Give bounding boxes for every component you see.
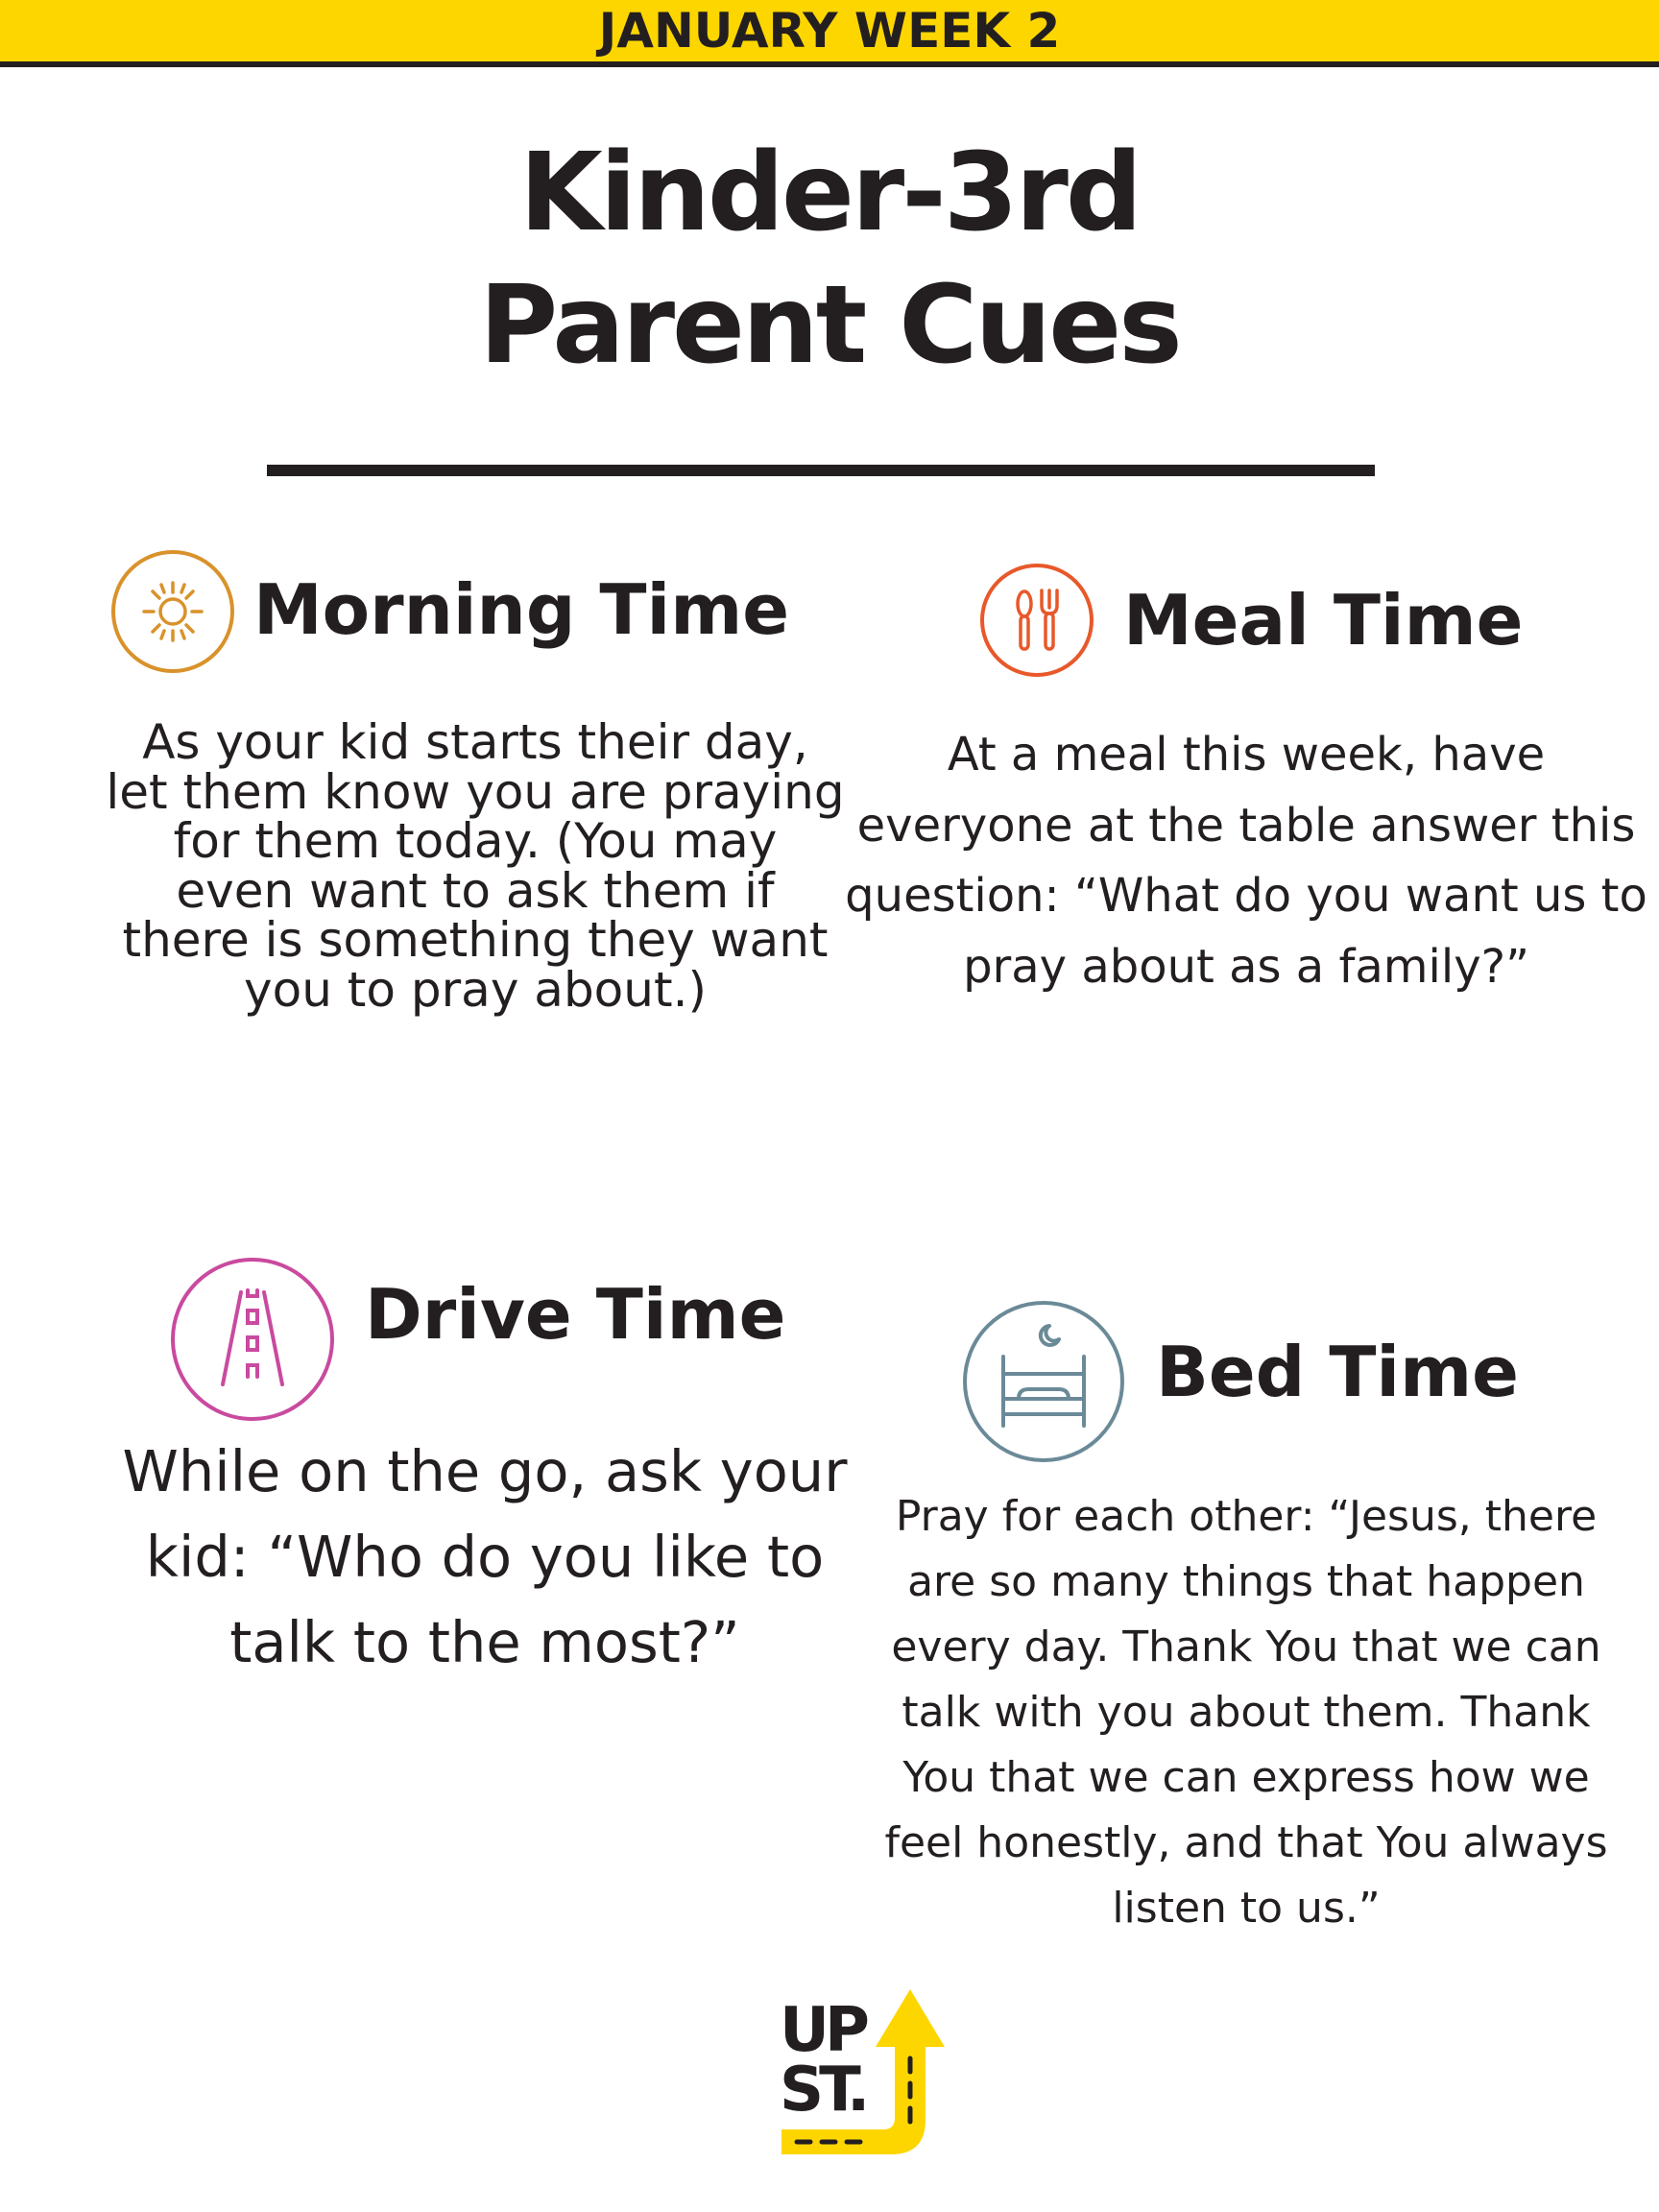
road-icon [169, 1256, 336, 1423]
drive-line: While on the go, ask your [122, 1438, 848, 1504]
morning-line: let them know you are praying [106, 763, 845, 820]
upstreet-logo [776, 1985, 956, 2158]
morning-line: there is something they want [122, 912, 829, 968]
bed-heading: Bed Time [1156, 1332, 1519, 1412]
morning-line: even want to ask them if [176, 862, 775, 919]
bed-line: every day. Thank You that we can [891, 1623, 1601, 1671]
meal-line: everyone at the table answer this [856, 798, 1636, 853]
morning-body [106, 714, 845, 1018]
week-label: JANUARY WEEK 2 [598, 3, 1061, 59]
title-divider [267, 465, 1375, 476]
bed-body [843, 1484, 1649, 1941]
bed-line: are so many things that happen [907, 1557, 1585, 1606]
drive-line: kid: “Who do you like to [145, 1524, 825, 1590]
morning-line: As your kid starts their day, [142, 714, 808, 770]
bed-line: feel honestly, and that You always [884, 1818, 1608, 1867]
meal-heading: Meal Time [1123, 580, 1524, 661]
morning-line: you to pray about.) [244, 961, 707, 1018]
bed-line: talk with you about them. Thank [902, 1688, 1591, 1737]
morning-heading: Morning Time [253, 569, 790, 650]
logo-line-1: UP [780, 1995, 865, 2066]
week-banner [0, 0, 1659, 67]
page-title-line-2: Parent Cues [479, 263, 1180, 388]
utensils-icon [978, 562, 1095, 679]
morning-line: for them today. (You may [173, 813, 778, 869]
logo-line-2: ST. [780, 2055, 866, 2126]
meal-body [843, 720, 1649, 1002]
bed-line: Pray for each other: “Jesus, there [895, 1492, 1598, 1541]
drive-heading: Drive Time [365, 1274, 786, 1355]
drive-line: talk to the most?” [229, 1609, 740, 1675]
page-title-line-1: Kinder-3rd [518, 131, 1141, 255]
sun-icon [109, 548, 236, 675]
bed-line: You that we can express how we [902, 1753, 1590, 1802]
meal-line: pray about as a family?” [963, 939, 1529, 994]
bed-line: listen to us.” [1112, 1884, 1381, 1933]
bed-moon-icon [961, 1299, 1126, 1464]
drive-body [106, 1429, 864, 1685]
meal-line: At a meal this week, have [947, 728, 1546, 781]
meal-line: question: “What do you want us to [845, 869, 1647, 923]
